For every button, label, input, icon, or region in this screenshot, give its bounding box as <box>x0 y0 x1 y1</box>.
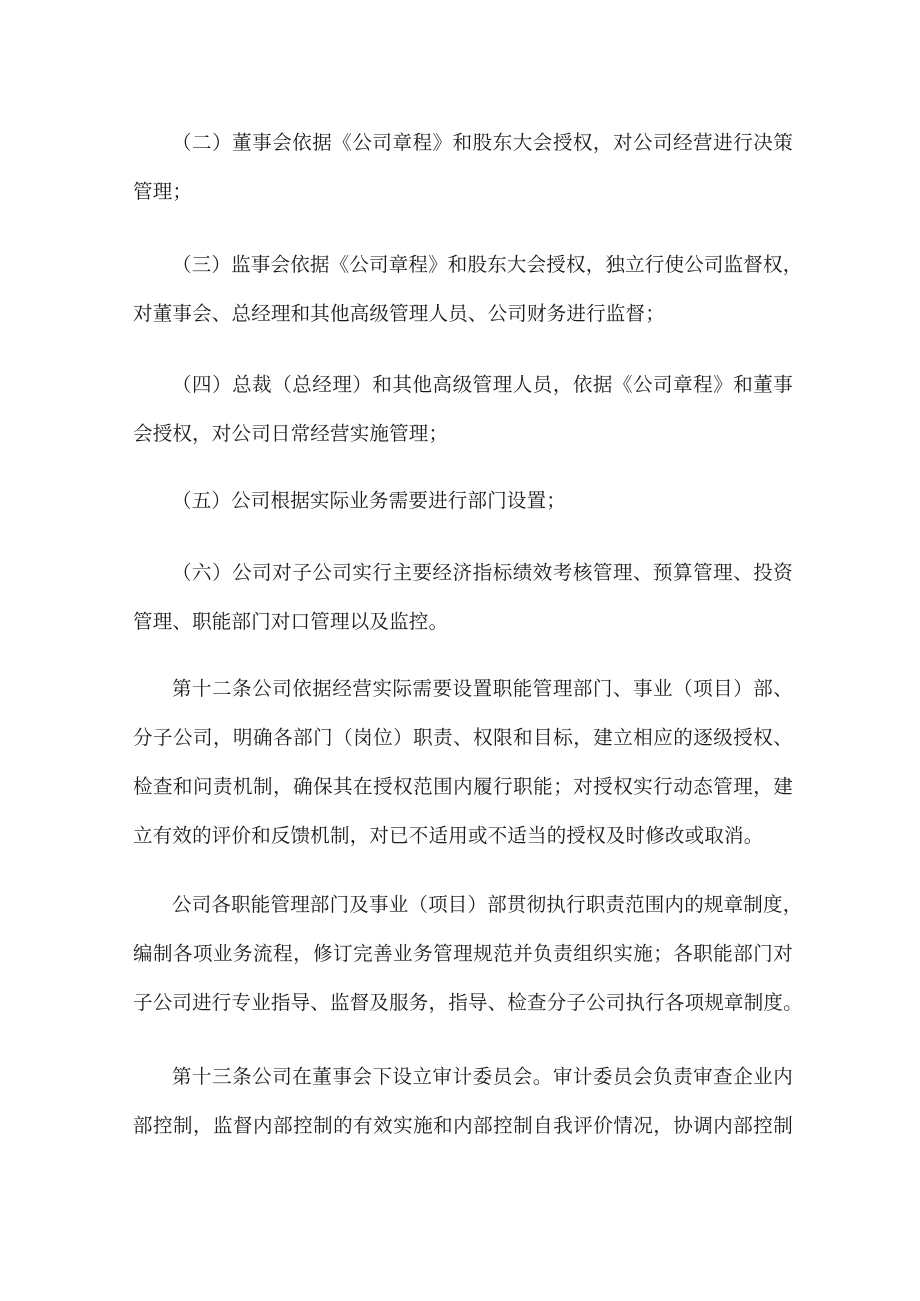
text-line: （四）总裁（总经理）和其他高级管理人员，依据《公司章程》和董事 <box>172 373 793 396</box>
text-line: 立有效的评价和反馈机制，对已不适用或不适当的授权及时修改或取消。 <box>133 824 764 847</box>
paragraph-subsidiary-management <box>133 548 793 646</box>
text-line: 对董事会、总经理和其他高级管理人员、公司财务进行监督； <box>133 302 665 325</box>
text-line: 检查和问责机制，确保其在授权范围内履行职能；对授权实行动态管理，建 <box>133 775 793 798</box>
text-line: （三）监事会依据《公司章程》和股东大会授权，独立行使公司监督权， <box>172 253 803 276</box>
paragraph-board-of-supervisors <box>133 240 803 338</box>
text-line: 管理、职能部门对口管理以及监控。 <box>133 610 449 633</box>
text-line: 第十二条公司依据经营实际需要设置职能管理部门、事业（项目）部、 <box>172 677 793 700</box>
text-line: （二）董事会依据《公司章程》和股东大会授权，对公司经营进行决策 <box>172 131 793 154</box>
paragraph-senior-management <box>133 360 793 458</box>
text-line: 分子公司，明确各部门（岗位）职责、权限和目标，建立相应的逐级授权、 <box>133 726 793 749</box>
text-line: （五）公司根据实际业务需要进行部门设置； <box>172 489 567 512</box>
paragraph-article-12 <box>133 664 793 860</box>
text-line: 会授权，对公司日常经营实施管理； <box>133 422 449 445</box>
paragraph-functional-departments <box>133 880 803 1027</box>
text-line: 部控制，监督内部控制的有效实施和内部控制自我评价情况，协调内部控制 <box>133 1114 793 1137</box>
text-line: 公司各职能管理部门及事业（项目）部贯彻执行职责范围内的规章制度， <box>172 893 803 916</box>
paragraph-board-of-directors <box>133 118 793 216</box>
text-line: 子公司进行专业指导、监督及服务，指导、检查分子公司执行各项规章制度。 <box>133 991 803 1014</box>
text-line: 编制各项业务流程，修订完善业务管理规范并负责组织实施；各职能部门对 <box>133 942 793 965</box>
paragraph-department-setup <box>133 476 793 525</box>
text-line: 管理； <box>133 180 193 203</box>
text-line: （六）公司对子公司实行主要经济指标绩效考核管理、预算管理、投资 <box>172 561 793 584</box>
paragraph-article-13 <box>133 1052 793 1150</box>
text-line: 第十三条公司在董事会下设立审计委员会。审计委员会负责审查企业内 <box>172 1065 793 1088</box>
